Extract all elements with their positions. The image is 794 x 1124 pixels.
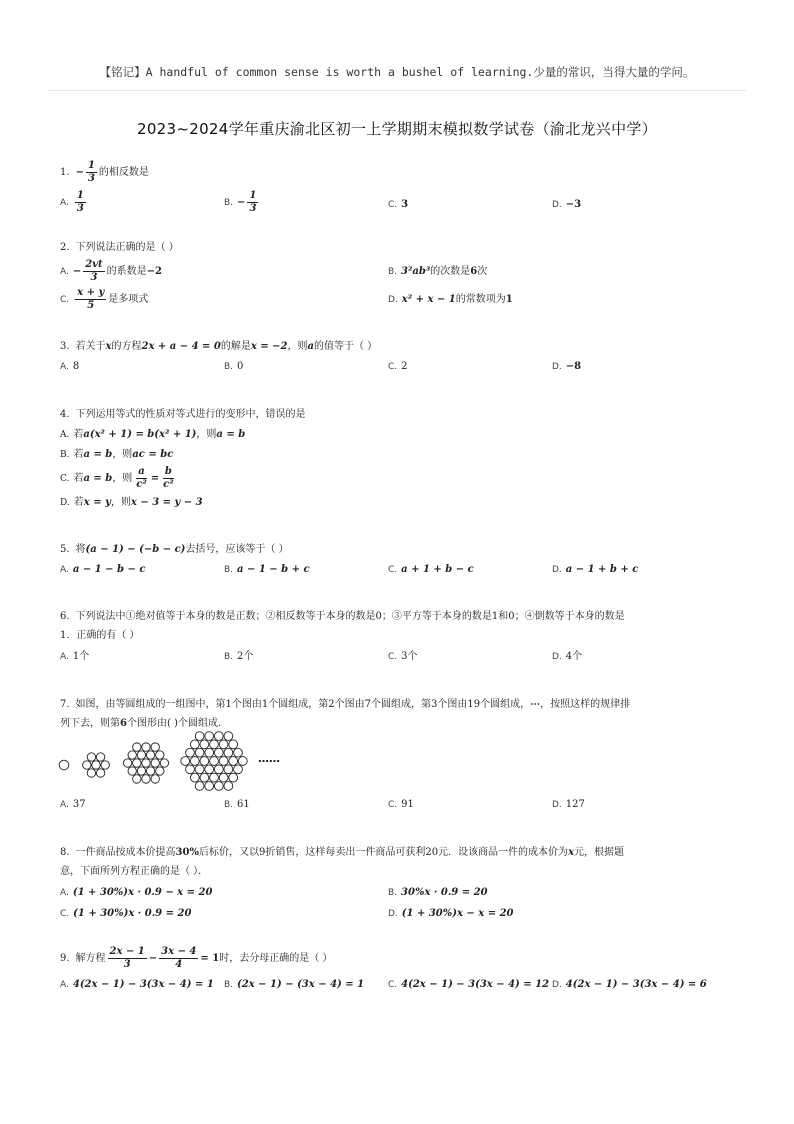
option-d[interactable]: D. 4个: [552, 651, 583, 662]
circle: [224, 748, 233, 757]
circle: [200, 773, 209, 782]
option-a[interactable]: A. $\frac{1}{3}$: [60, 190, 84, 214]
question-stem: 2. 下列说法正确的是（ ）: [60, 242, 179, 253]
options-row: [60, 287, 720, 315]
circle: [156, 767, 164, 775]
option-c[interactable]: C. a + 1 + b − c: [388, 564, 474, 575]
option-b[interactable]: B. (2x − 1) − (3x − 4) = 1: [224, 979, 365, 990]
option-d[interactable]: D. 4(2x − 1) − 3(3x − 4) = 6: [552, 979, 707, 990]
circle: [205, 765, 214, 774]
circle: [181, 757, 190, 766]
circle: [142, 775, 150, 783]
circle: [190, 757, 199, 766]
circle: [224, 732, 233, 741]
circle: [186, 748, 195, 757]
circle: [229, 773, 238, 782]
circle: [224, 765, 233, 774]
circle: [224, 782, 233, 791]
circle: [238, 757, 247, 766]
circle: [205, 782, 214, 791]
question-stem: 6. 下列说法中①绝对值等于本身的数是正数；②相反数等于本身的数是0；③平方等于本身的数是1和0；④倒数等于本身的数是: [60, 611, 625, 622]
option-a[interactable]: A. 若a(x² + 1) = b(x² + 1)，则a = b: [60, 429, 246, 440]
options-row: [60, 978, 720, 1000]
figure-ellipsis: ……: [258, 752, 280, 765]
option-b[interactable]: B. − $\frac{1}{3}$: [224, 190, 257, 214]
option-c[interactable]: C. 2: [388, 361, 408, 372]
circle: [142, 743, 150, 751]
question-5: [60, 543, 720, 585]
circle: [190, 773, 199, 782]
circle: [146, 751, 154, 759]
figure-3: [123, 743, 168, 783]
circle: [234, 748, 243, 757]
circle: [96, 753, 104, 761]
circle: [214, 748, 223, 757]
question-8: [60, 846, 720, 929]
circle: [151, 743, 159, 751]
question-stem-line-2: 列下去，则第6个图形由( )个圆组成.: [60, 718, 222, 729]
option-d[interactable]: D. −3: [552, 199, 582, 210]
exam-title: 2023~2024学年重庆渝北区初一上学期期末模拟数学试卷（渝北龙兴中学）: [136, 120, 658, 138]
question-7-options: [60, 798, 720, 820]
question-stem-line-2: 意，下面所列方程正确的是（ ）．: [60, 866, 209, 877]
circle: [151, 775, 159, 783]
option-d[interactable]: D. a − 1 + b + c: [552, 564, 639, 575]
circle: [229, 757, 238, 766]
option-c[interactable]: C. 3个: [388, 651, 418, 662]
question-stem: 5. 将(a − 1) − (−b − c)去括号，应该等于（ ）: [60, 544, 289, 555]
question-stem: 3. 若关于x的方程2x + a − 4 = 0的解是x = −2，则a的值等于（ ）: [60, 341, 378, 352]
circle: [200, 740, 209, 749]
question-stem: 1. − $\frac{1}{3}$ 的相反数是: [60, 160, 149, 184]
circle: [210, 740, 219, 749]
option-a[interactable]: A. 1个: [60, 651, 90, 662]
question-stem: 7. 如图，由等圆组成的一组图中，第1个图由1个圆组成，第2个图由7个圆组成，第3个图由19个圆组成，⋯，按照这样的规律排: [60, 699, 631, 710]
option-d[interactable]: D. 若x = y，则x − 3 = y − 3: [60, 497, 203, 508]
circle: [137, 767, 145, 775]
circle: [214, 782, 223, 791]
option-c[interactable]: C. (1 + 30%)x · 0.9 = 20: [60, 908, 192, 919]
circle: [205, 732, 214, 741]
option-a[interactable]: A. (1 + 30%)x · 0.9 − x = 20: [60, 887, 213, 898]
options-row: [60, 190, 720, 216]
circle: [219, 740, 228, 749]
circle: [195, 782, 204, 791]
question-4: [60, 408, 720, 514]
option-b[interactable]: B. 0: [224, 361, 244, 372]
question-stem: 9. 解方程 $\frac{2x - 1}{3}$ − $\frac{3x - 4}{4}$ = 1时，去分母正确的是（ ）: [60, 946, 333, 970]
circle: [229, 740, 238, 749]
question-stem: 4. 下列运用等式的性质对等式进行的变形中，错误的是: [60, 409, 306, 420]
motto-banner: 【铭记】A handful of common sense is worth a bushel of learning.少量的常识，当得大量的学问。: [99, 65, 695, 79]
circle: [128, 767, 136, 775]
circle: [101, 761, 109, 769]
option-d[interactable]: D. (1 + 30%)x − x = 20: [388, 908, 514, 919]
circle: [92, 761, 100, 769]
circle: [205, 748, 214, 757]
circle: [210, 757, 219, 766]
option-a[interactable]: A. 8: [60, 361, 80, 372]
circle: [151, 759, 159, 767]
circle: [210, 773, 219, 782]
option-c[interactable]: C. 91: [388, 799, 414, 810]
options-row: [60, 563, 720, 585]
circle: [83, 761, 91, 769]
circle: [59, 760, 69, 770]
option-c[interactable]: C. 若a = b，则 $\frac{a}{\text{c²}}$ = $\frac{b}{\text{c²}}$: [60, 466, 174, 490]
figure-4: [181, 732, 247, 791]
header-divider: [48, 90, 746, 91]
circle: [160, 759, 168, 767]
options-row: [60, 907, 720, 929]
option-b[interactable]: B. 61: [224, 799, 250, 810]
circle: [87, 753, 95, 761]
option-b[interactable]: B. 2个: [224, 651, 254, 662]
option-d[interactable]: D. x² + x − 1的常数项为1: [388, 294, 513, 305]
circle: [214, 765, 223, 774]
question-9: [60, 946, 720, 1000]
circle: [133, 775, 141, 783]
option-a[interactable]: A. a − 1 − b − c: [60, 564, 146, 575]
option-c[interactable]: C. 4(2x − 1) − 3(3x − 4) = 12: [388, 979, 550, 990]
option-b[interactable]: B. 30%x · 0.9 = 20: [388, 887, 488, 898]
option-b[interactable]: B. 若a = b，则ac = bc: [60, 449, 174, 460]
circle: [146, 767, 154, 775]
options-row: [60, 259, 720, 287]
circle: [133, 743, 141, 751]
option-a[interactable]: A. 4(2x − 1) − 3(3x − 4) = 1: [60, 979, 214, 990]
circle: [123, 759, 131, 767]
circle: [200, 757, 209, 766]
circle: [190, 740, 199, 749]
circle: [219, 757, 228, 766]
question-stem-line-2: 1．正确的有（ ）: [60, 630, 140, 641]
question-3: [60, 340, 720, 382]
question-stem: 8. 一件商品按成本价提高30%后标价，又以9折销售，这样每卖出一件商品可获利20元．设该商品一件的成本价为x元，根据题: [60, 847, 625, 858]
circle: [128, 751, 136, 759]
question-1: [60, 160, 720, 216]
circle: [219, 773, 228, 782]
circle: [96, 769, 104, 777]
options-row: [60, 360, 720, 382]
circle: [195, 732, 204, 741]
circle: [234, 765, 243, 774]
circle: [195, 765, 204, 774]
circle: [142, 759, 150, 767]
options-row: [60, 798, 720, 820]
circle: [137, 751, 145, 759]
option-b[interactable]: B. 3²ab³的次数是6次: [388, 266, 488, 277]
circle: [186, 765, 195, 774]
option-b[interactable]: B. a − 1 − b + c: [224, 564, 310, 575]
option-c[interactable]: C. $\frac{x + y}{5}$ 是多项式: [60, 287, 149, 311]
option-a[interactable]: A. − $\frac{2vt}{3}$ 的系数是−2: [60, 259, 162, 283]
option-c[interactable]: C. 3: [388, 199, 409, 210]
option-d[interactable]: D. −8: [552, 361, 582, 372]
question-6: [60, 610, 720, 672]
options-row: [60, 650, 720, 672]
circle: [214, 732, 223, 741]
options-row: [60, 886, 720, 907]
question-2: [60, 241, 720, 315]
circle: [195, 748, 204, 757]
circle: [133, 759, 141, 767]
figure-2: [83, 753, 110, 777]
circle: [156, 751, 164, 759]
figure-1: [59, 760, 69, 770]
circle-pattern-figure: [58, 730, 298, 792]
option-d[interactable]: D. 127: [552, 799, 585, 810]
option-a[interactable]: A. 37: [60, 799, 86, 810]
circle: [87, 769, 95, 777]
